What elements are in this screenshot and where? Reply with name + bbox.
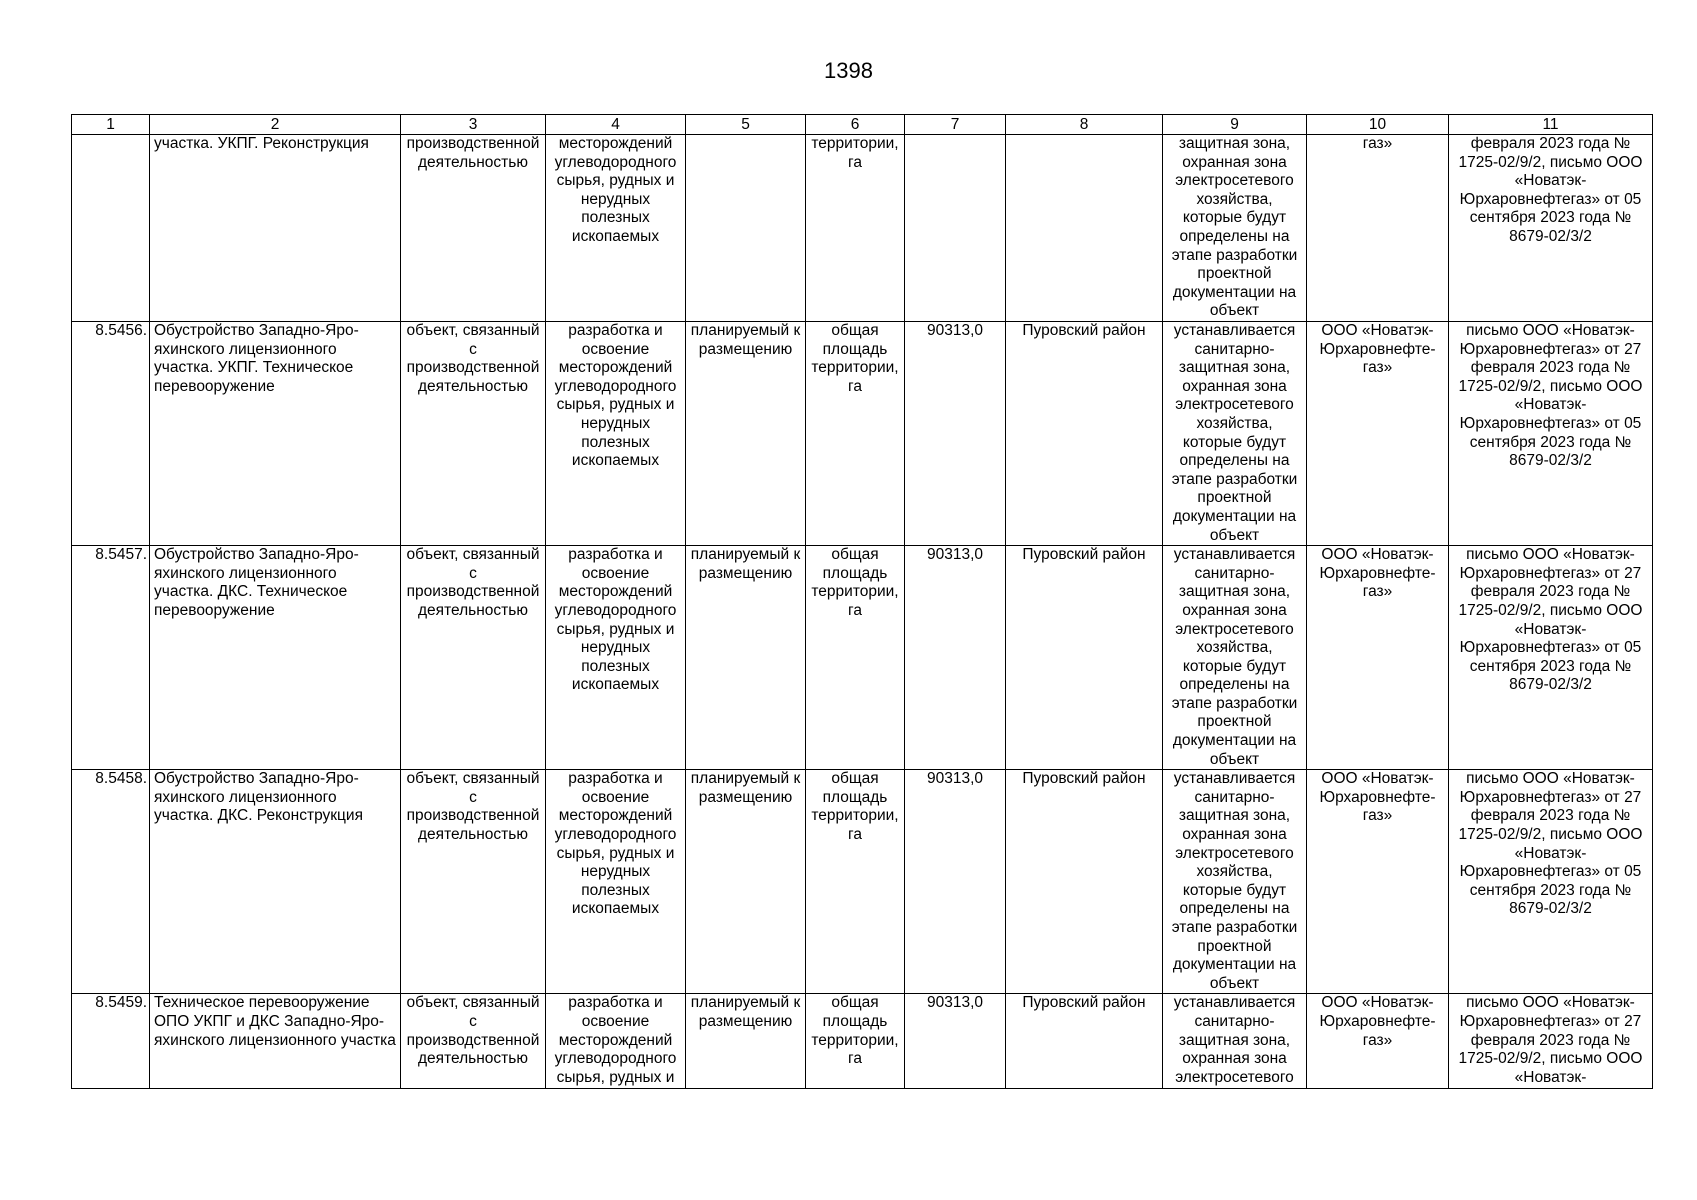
object-purpose: разработка и освоение месторождений углеводородного сырья, рудных и	[546, 994, 686, 1089]
column-header: 9	[1163, 115, 1307, 135]
owner: ООО «Новатэк-Юрхаровнефте-газ»	[1307, 770, 1449, 994]
object-type: объект, связанный с производственной деятельностью	[401, 546, 546, 770]
district: Пуровский район	[1006, 322, 1163, 546]
object-purpose: разработка и освоение месторождений углеводородного сырья, рудных и нерудных полезных ископаемых	[546, 770, 686, 994]
source-document: февраля 2023 года № 1725-02/9/2, письмо ООО «Новатэк-Юрхаровнефтегаз» от 05 сентября 2023 года № 8679-02/3/2	[1449, 135, 1653, 322]
object-name: Обустройство Западно-Ярояхинского лицензионного участка. ДКС. Реконструкция	[150, 770, 401, 994]
owner: ООО «Новатэк-Юрхаровнефте-газ»	[1307, 994, 1449, 1089]
column-header: 4	[546, 115, 686, 135]
source-document: письмо ООО «Новатэк-Юрхаровнефтегаз» от 27 февраля 2023 года № 1725-02/9/2, письмо ООО «Новатэк-Юрхаровнефтегаз» от 05 сентября 2023 года № 8679-02/3/2	[1449, 770, 1653, 994]
object-status	[686, 135, 806, 322]
row-number: 8.5458.	[72, 770, 150, 994]
column-header: 10	[1307, 115, 1449, 135]
area-value: 90313,0	[905, 546, 1006, 770]
object-status: планируемый к размещению	[686, 322, 806, 546]
column-header: 11	[1449, 115, 1653, 135]
owner: ООО «Новатэк-Юрхаровнефте-газ»	[1307, 322, 1449, 546]
area-value: 90313,0	[905, 770, 1006, 994]
row-number: 8.5459.	[72, 994, 150, 1089]
owner: ООО «Новатэк-Юрхаровнефте-газ»	[1307, 546, 1449, 770]
column-header: 8	[1006, 115, 1163, 135]
object-type: объект, связанный с производственной деятельностью	[401, 322, 546, 546]
header-row	[72, 115, 1653, 135]
column-header: 5	[686, 115, 806, 135]
column-header: 3	[401, 115, 546, 135]
column-header: 7	[905, 115, 1006, 135]
area-value: 90313,0	[905, 994, 1006, 1089]
object-name: Техническое перевооружение ОПО УКПГ и ДКС Западно-Ярояхинского лицензионного участка	[150, 994, 401, 1089]
column-header: 6	[806, 115, 905, 135]
district: Пуровский район	[1006, 546, 1163, 770]
source-document: письмо ООО «Новатэк-Юрхаровнефтегаз» от 27 февраля 2023 года № 1725-02/9/2, письмо ООО «Новатэк-	[1449, 994, 1653, 1089]
protection-zones: устанавливается санитарно-защитная зона, охранная зона электросетевого хозяйства, которые будут определены на этапе разработки проектной документации на объект	[1163, 546, 1307, 770]
district: Пуровский район	[1006, 994, 1163, 1089]
district	[1006, 135, 1163, 322]
object-status: планируемый к размещению	[686, 770, 806, 994]
object-name: участка. УКПГ. Реконструкция	[150, 135, 401, 322]
table-row	[72, 135, 1653, 322]
owner: газ»	[1307, 135, 1449, 322]
protection-zones: защитная зона, охранная зона электросетевого хозяйства, которые будут определены на этапе разработки проектной документации на объект	[1163, 135, 1307, 322]
object-purpose: разработка и освоение месторождений углеводородного сырья, рудных и нерудных полезных ископаемых	[546, 322, 686, 546]
object-name: Обустройство Западно-Ярояхинского лицензионного участка. УКПГ. Техническое перевооружение	[150, 322, 401, 546]
area-label: территории, га	[806, 135, 905, 322]
column-header: 2	[150, 115, 401, 135]
source-document: письмо ООО «Новатэк-Юрхаровнефтегаз» от 27 февраля 2023 года № 1725-02/9/2, письмо ООО «Новатэк-Юрхаровнефтегаз» от 05 сентября 2023 года № 8679-02/3/2	[1449, 546, 1653, 770]
area-label: общая площадь территории, га	[806, 770, 905, 994]
page-number: 1398	[824, 58, 873, 83]
row-number	[72, 135, 150, 322]
row-number: 8.5456.	[72, 322, 150, 546]
table-row	[72, 770, 1653, 994]
area-label: общая площадь территории, га	[806, 546, 905, 770]
protection-zones: устанавливается санитарно-защитная зона, охранная зона электросетевого хозяйства, которые будут определены на этапе разработки проектной документации на объект	[1163, 322, 1307, 546]
source-document: письмо ООО «Новатэк-Юрхаровнефтегаз» от 27 февраля 2023 года № 1725-02/9/2, письмо ООО «Новатэк-Юрхаровнефтегаз» от 05 сентября 2023 года № 8679-02/3/2	[1449, 322, 1653, 546]
area-label: общая площадь территории, га	[806, 322, 905, 546]
protection-zones: устанавливается санитарно-защитная зона, охранная зона электросетевого хозяйства, которые будут определены на этапе разработки проектной документации на объект	[1163, 770, 1307, 994]
table-row	[72, 994, 1653, 1089]
column-header: 1	[72, 115, 150, 135]
protection-zones: устанавливается санитарно-защитная зона, охранная зона электросетевого	[1163, 994, 1307, 1089]
district: Пуровский район	[1006, 770, 1163, 994]
row-number: 8.5457.	[72, 546, 150, 770]
object-type: объект, связанный с производственной деятельностью	[401, 994, 546, 1089]
table-row	[72, 546, 1653, 770]
registry-table	[71, 114, 1653, 1089]
object-type: объект, связанный с производственной деятельностью	[401, 770, 546, 994]
object-purpose: месторождений углеводородного сырья, рудных и нерудных полезных ископаемых	[546, 135, 686, 322]
area-value: 90313,0	[905, 322, 1006, 546]
area-value	[905, 135, 1006, 322]
object-status: планируемый к размещению	[686, 546, 806, 770]
object-name: Обустройство Западно-Ярояхинского лицензионного участка. ДКС. Техническое перевооружение	[150, 546, 401, 770]
object-type: производственной деятельностью	[401, 135, 546, 322]
area-label: общая площадь территории, га	[806, 994, 905, 1089]
object-status: планируемый к размещению	[686, 994, 806, 1089]
object-purpose: разработка и освоение месторождений углеводородного сырья, рудных и нерудных полезных ископаемых	[546, 546, 686, 770]
table-row	[72, 322, 1653, 546]
